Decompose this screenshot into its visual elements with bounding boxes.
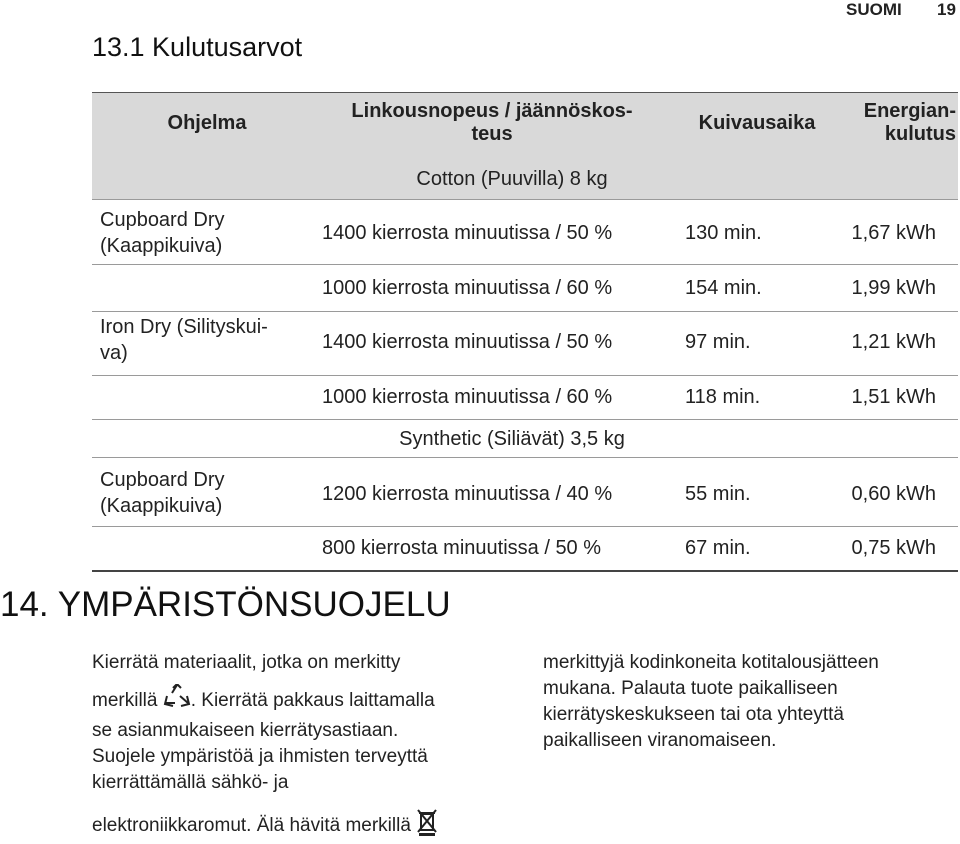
consumption-table	[92, 92, 958, 578]
table-cell-energy: 1,67 kWh	[851, 222, 936, 244]
environment-left-text	[92, 650, 438, 844]
text-line: Suojele ympäristöä ja ihmisten terveyttä	[92, 746, 428, 767]
text-line: kierrättämällä sähkö- ja	[92, 772, 289, 793]
text-line: mukana. Palauta tuote paikalliseen	[543, 678, 838, 699]
row-rule	[92, 526, 958, 527]
row-rule	[92, 311, 958, 312]
header-program: Ohjelma	[167, 112, 247, 134]
table-cell-time: 97 min.	[685, 331, 751, 353]
text-line	[92, 684, 438, 718]
table-cell-time: 118 min.	[685, 386, 761, 408]
text-fragment: elektroniikkaromut. Älä hävitä merkillä	[92, 815, 411, 837]
table-bottom-rule	[92, 570, 958, 572]
program-line: Iron Dry (Silityskui-	[100, 316, 268, 338]
recycle-icon	[163, 684, 191, 718]
header-spin-line2: teus	[471, 123, 513, 145]
group-title-cotton: Cotton (Puuvilla) 8 kg	[416, 168, 608, 190]
header-energy-line1: Energian-	[863, 100, 956, 122]
table-cell-spin: 1400 kierrosta minuutissa / 50 %	[322, 331, 613, 353]
table-row-program	[100, 467, 225, 519]
program-line: Cupboard Dry	[100, 469, 225, 491]
row-rule	[92, 264, 958, 265]
row-rule	[92, 375, 958, 376]
table-cell-time: 55 min.	[685, 483, 751, 505]
program-line: va)	[100, 342, 128, 364]
text-fragment: . Kierrätä pakkaus laittamalla	[190, 690, 435, 712]
environment-title: 14. YMPÄRISTÖNSUOJELU	[0, 585, 451, 624]
header-energy	[832, 100, 956, 146]
text-fragment: merkillä	[92, 690, 158, 712]
table-cell-energy: 1,99 kWh	[851, 277, 936, 299]
program-line: (Kaappikuiva)	[100, 495, 223, 517]
section-title: 13.1 Kulutusarvot	[92, 32, 303, 62]
program-line: (Kaappikuiva)	[100, 235, 223, 257]
header-energy-line2: kulutus	[884, 123, 956, 145]
group-title-synthetic: Synthetic (Siliävät) 3,5 kg	[399, 428, 625, 450]
text-line: kierrätyskeskukseen tai ota yhteyttä	[543, 704, 844, 725]
table-row-program	[100, 314, 268, 366]
text-line: Kierrätä materiaalit, jotka on merkitty	[92, 652, 401, 673]
table-cell-time: 154 min.	[685, 277, 762, 299]
text-line: merkittyjä kodinkoneita kotitalousjätteen	[543, 652, 879, 673]
table-cell-spin: 1000 kierrosta minuutissa / 60 %	[322, 277, 613, 299]
table-cell-energy: 1,51 kWh	[851, 386, 936, 408]
text-line: paikalliseen viranomaiseen.	[543, 730, 777, 751]
page-number: 19	[937, 0, 956, 19]
header-spin-line1: Linkousnopeus / jäännöskos-	[351, 100, 633, 122]
table-cell-energy: 0,75 kWh	[851, 537, 936, 559]
program-line: Cupboard Dry	[100, 209, 225, 231]
table-cell-energy: 1,21 kWh	[851, 331, 936, 353]
table-cell-spin: 1400 kierrosta minuutissa / 50 %	[322, 222, 613, 244]
header-language: SUOMI	[846, 0, 902, 19]
text-line	[92, 808, 438, 844]
table-cell-spin: 1000 kierrosta minuutissa / 60 %	[322, 386, 613, 408]
table-cell-time: 67 min.	[685, 537, 751, 559]
row-rule	[92, 199, 958, 200]
environment-right-text	[543, 650, 879, 754]
text-line: se asianmukaiseen kierrätysastiaan.	[92, 720, 399, 741]
table-cell-time: 130 min.	[685, 222, 762, 244]
table-cell-energy: 0,60 kWh	[851, 483, 936, 505]
row-rule	[92, 419, 958, 420]
table-row-program	[100, 207, 225, 259]
crossed-bin-icon	[416, 808, 438, 844]
table-cell-spin: 1200 kierrosta minuutissa / 40 %	[322, 483, 613, 505]
header-spin	[312, 100, 672, 146]
header-drying-time: Kuivausaika	[698, 112, 816, 134]
table-cell-spin: 800 kierrosta minuutissa / 50 %	[322, 537, 602, 559]
row-rule	[92, 457, 958, 458]
table-top-rule	[92, 92, 958, 93]
